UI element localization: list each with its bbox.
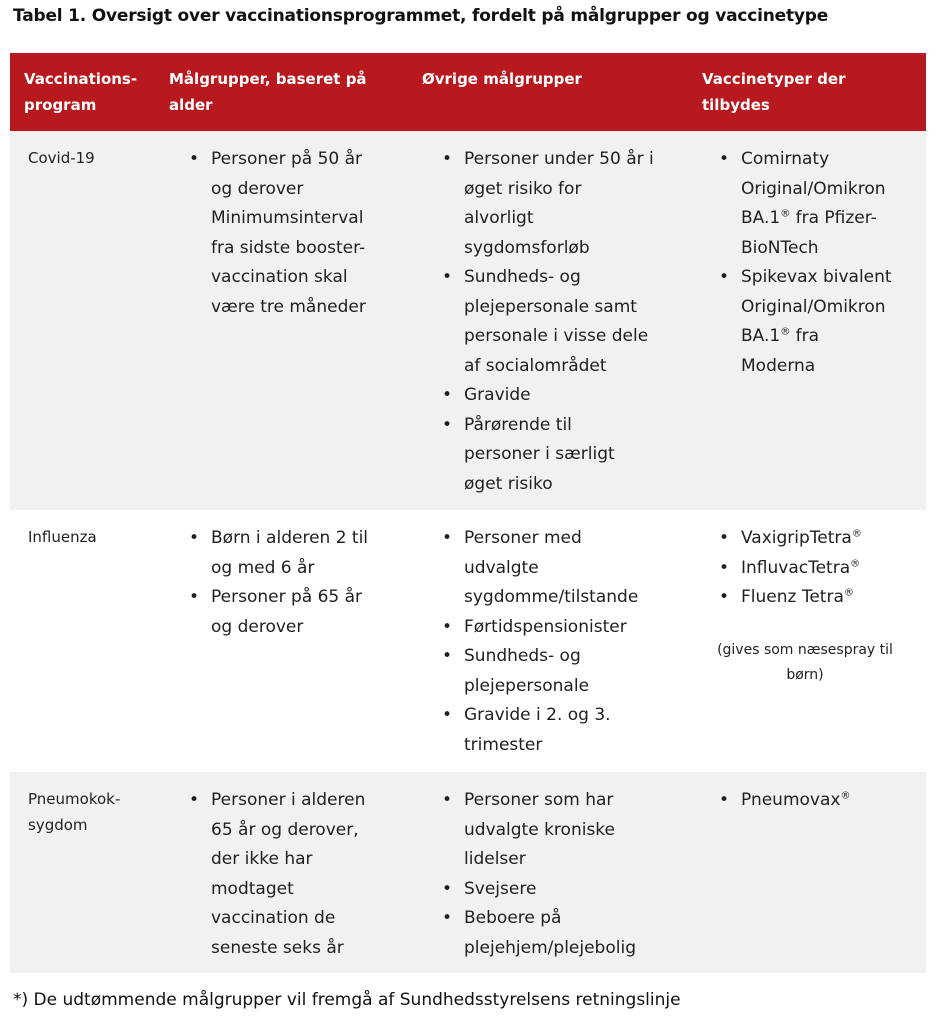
program-cell — [28, 786, 138, 838]
age-group-item — [189, 524, 389, 583]
bullet-line: og med 6 år — [211, 557, 315, 578]
registered-mark: ® — [780, 326, 791, 338]
bullet-line: • Fluenz Tetra® — [741, 587, 854, 607]
footnote: *) De udtømmende målgrupper vil fremgå af Sundhedsstyrelsens retningslinje — [13, 990, 681, 1010]
bullet-line: • Svejsere — [464, 878, 537, 899]
vaccine-item — [719, 263, 919, 381]
table-header — [10, 53, 926, 131]
program-cell — [28, 524, 97, 550]
bullet-line: • InfluvacTetra® — [741, 557, 861, 578]
header-line: Vaccinations- — [24, 70, 138, 88]
bullet-line: personer i særligt — [464, 444, 615, 464]
header-line: alder — [169, 96, 213, 114]
vaccine-note — [700, 638, 910, 688]
vaccines-list — [719, 786, 919, 816]
registered-mark: ® — [843, 587, 854, 599]
other-group-item — [442, 786, 682, 875]
program-line: Pneumokok- — [28, 790, 121, 808]
bullet-line: • Børn i alderen 2 til — [211, 528, 369, 548]
bullet-line: alvorligt — [464, 208, 534, 228]
bullet-line: plejehjem/plejebolig — [464, 937, 636, 958]
registered-mark: ® — [840, 790, 851, 802]
bullet-line: modtaget — [211, 878, 294, 899]
header-vaccines — [702, 66, 912, 118]
vaccine-item — [719, 583, 919, 613]
vaccine-item — [719, 145, 919, 263]
vaccination-table — [10, 53, 926, 973]
bullet-line: Original/Omikron — [741, 178, 886, 199]
header-line: Øvrige målgrupper — [422, 70, 582, 88]
bullet-line: • Personer i alderen — [211, 790, 366, 810]
bullet-line: være tre måneder — [211, 296, 366, 317]
other-group-item — [442, 701, 682, 760]
note-line: (gives som næsespray til — [717, 642, 893, 658]
age-groups-list — [189, 145, 389, 322]
table-row — [10, 772, 926, 973]
bullet-line: BioNTech — [741, 237, 819, 258]
other-group-item — [442, 263, 682, 381]
bullet-line: • Førtidspensionister — [464, 616, 627, 637]
bullet-line: sygdomme/tilstande — [464, 587, 639, 607]
bullet-line: udvalgte kroniske — [464, 819, 615, 840]
bullet-line: • Sundheds- og — [464, 646, 581, 666]
bullet-line: personale i visse dele — [464, 326, 649, 346]
bullet-line: • Gravide — [464, 385, 531, 405]
other-groups-list — [442, 145, 682, 499]
bullet-line: lidelser — [464, 849, 526, 869]
age-groups-list — [189, 786, 389, 963]
bullet-line: Moderna — [741, 355, 816, 376]
bullet-line: BA.1® fra Pfizer- — [741, 208, 877, 228]
bullet-line: vaccination de — [211, 908, 336, 928]
bullet-line: • Pårørende til — [464, 414, 572, 435]
bullet-line: plejepersonale — [464, 675, 590, 696]
bullet-line: øget risiko — [464, 473, 553, 494]
bullet-line: af socialområdet — [464, 355, 607, 376]
bullet-line: • Gravide i 2. og 3. — [464, 705, 611, 725]
bullet-line: der ikke har — [211, 849, 313, 869]
bullet-line: og derover — [211, 178, 304, 199]
table-row — [10, 131, 926, 510]
registered-mark: ® — [851, 528, 862, 540]
bullet-line: øget risiko for — [464, 178, 582, 199]
other-group-item — [442, 381, 682, 411]
other-groups-list — [442, 786, 682, 963]
program-line: Influenza — [28, 528, 97, 546]
header-other-groups — [422, 66, 682, 92]
vaccine-item — [719, 786, 919, 816]
bullet-line: udvalgte — [464, 557, 539, 578]
vaccines-list — [719, 524, 919, 613]
bullet-line: • Personer under 50 år i — [464, 149, 654, 169]
bullet-line: seneste seks år — [211, 937, 344, 958]
vaccines-list — [719, 145, 919, 381]
other-group-item — [442, 145, 682, 263]
table-row — [10, 510, 926, 772]
other-group-item — [442, 875, 682, 905]
registered-mark: ® — [780, 208, 791, 220]
bullet-line: sygdomsforløb — [464, 237, 590, 258]
bullet-line: fra sidste booster- — [211, 237, 366, 258]
bullet-line: • Personer som har — [464, 790, 614, 810]
bullet-line: • Beboere på — [464, 908, 562, 928]
bullet-line: Minimumsinterval — [211, 208, 364, 228]
header-line: program — [24, 96, 97, 114]
bullet-line: 65 år og derover, — [211, 819, 359, 840]
bullet-line: Original/Omikron — [741, 296, 886, 317]
bullet-line: vaccination skal — [211, 267, 348, 287]
header-line: tilbydes — [702, 96, 770, 114]
bullet-line: • Pneumovax® — [741, 790, 851, 810]
program-line: Covid-19 — [28, 149, 95, 167]
bullet-line: • VaxigripTetra® — [741, 528, 862, 548]
header-program — [24, 66, 164, 118]
bullet-line: BA.1® fra — [741, 326, 820, 346]
bullet-line: og derover — [211, 616, 304, 637]
vaccine-item — [719, 524, 919, 554]
bullet-line: • Personer på 50 år — [211, 149, 363, 169]
age-group-item — [189, 145, 389, 322]
bullet-line: trimester — [464, 734, 543, 755]
program-cell — [28, 145, 95, 171]
other-group-item — [442, 524, 682, 613]
other-group-item — [442, 613, 682, 643]
bullet-line: • Personer på 65 år — [211, 587, 363, 607]
header-line: Vaccinetyper der — [702, 70, 846, 88]
other-group-item — [442, 904, 682, 963]
program-line: sygdom — [28, 816, 88, 834]
other-groups-list — [442, 524, 682, 760]
bullet-line: • Personer med — [464, 528, 582, 548]
note-line: børn) — [786, 667, 824, 683]
vaccine-item — [719, 554, 919, 584]
registered-mark: ® — [850, 557, 861, 569]
bullet-line: • Spikevax bivalent — [741, 267, 892, 287]
age-group-item — [189, 786, 389, 963]
bullet-line: • Comirnaty — [741, 149, 830, 169]
header-line: Målgrupper, baseret på — [169, 70, 367, 88]
bullet-line: plejepersonale samt — [464, 296, 637, 317]
age-groups-list — [189, 524, 389, 642]
header-age-groups — [169, 66, 419, 118]
other-group-item — [442, 411, 682, 500]
table-caption: Tabel 1. Oversigt over vaccinationsprogrammet, fordelt på målgrupper og vaccinetype — [13, 6, 829, 26]
other-group-item — [442, 642, 682, 701]
bullet-line: • Sundheds- og — [464, 267, 581, 287]
age-group-item — [189, 583, 389, 642]
